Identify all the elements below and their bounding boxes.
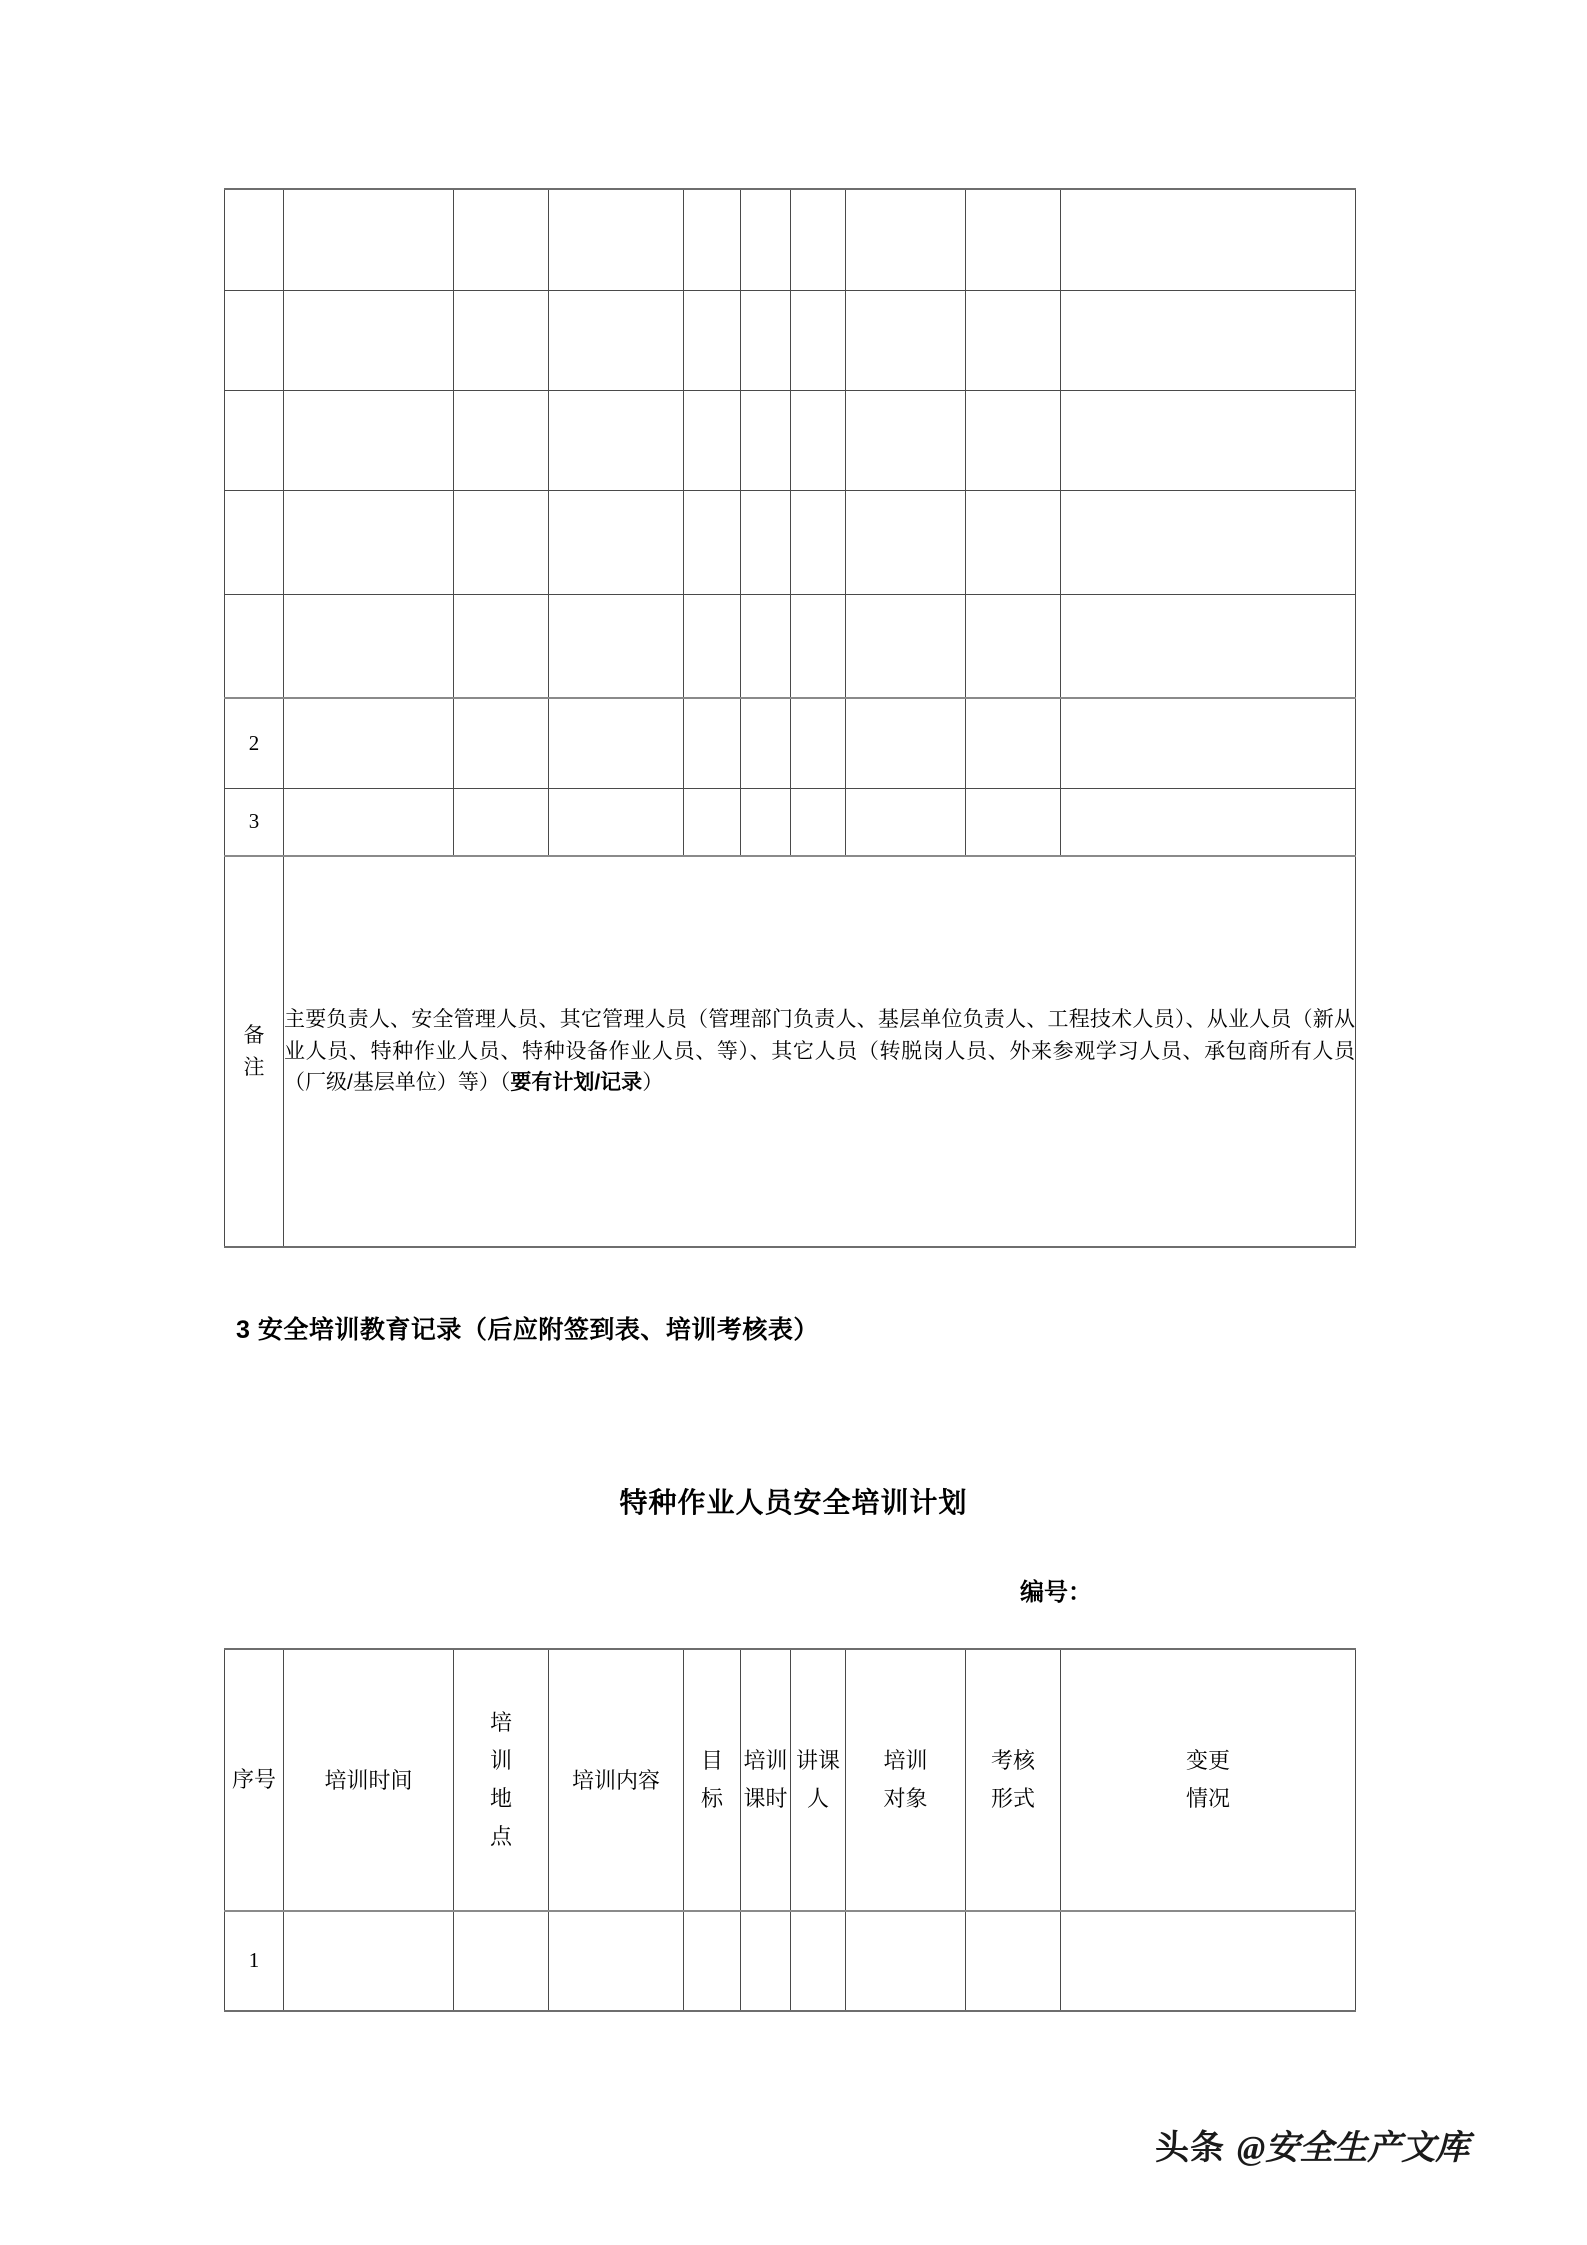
cell-target[interactable] (684, 1911, 741, 2011)
table-cell[interactable] (549, 788, 684, 856)
table-cell[interactable] (225, 290, 284, 390)
table-cell[interactable] (684, 698, 741, 788)
remark-label-char-2: 注 (243, 1055, 265, 1079)
column-header-5 (684, 1649, 741, 1911)
table-cell[interactable] (741, 490, 791, 594)
column-header-label: 培训 课时 (743, 1748, 788, 1811)
column-header-label: 序号 (231, 1767, 276, 1793)
table-row (225, 390, 1356, 490)
column-header-2 (284, 1649, 454, 1911)
table-cell[interactable] (1061, 594, 1356, 698)
table-cell[interactable] (284, 594, 454, 698)
table-cell[interactable] (454, 788, 549, 856)
column-header-label: 目 标 (700, 1748, 723, 1811)
table-cell[interactable] (846, 490, 966, 594)
remark-text-cell[interactable] (284, 856, 1356, 1247)
plan-title: 特种作业人员安全培训计划 (619, 1487, 968, 1518)
column-header-label: 培 训 地 点 (489, 1710, 512, 1849)
table-row (225, 594, 1356, 698)
cell-lecturer[interactable] (791, 1911, 846, 2011)
column-header-label: 培训内容 (571, 1767, 660, 1793)
table-cell[interactable] (284, 189, 454, 290)
table-cell[interactable] (741, 290, 791, 390)
cell-training_place[interactable] (454, 1911, 549, 2011)
table-cell[interactable] (284, 490, 454, 594)
table-cell[interactable] (454, 698, 549, 788)
table-cell[interactable] (791, 788, 846, 856)
remark-text-emphasis: 要有计划/记录 (510, 1071, 643, 1095)
column-header-label: 培训时间 (324, 1767, 413, 1793)
table-cell[interactable] (284, 788, 454, 856)
table-cell[interactable] (284, 390, 454, 490)
table-cell[interactable] (791, 189, 846, 290)
table-cell[interactable] (549, 594, 684, 698)
table-cell[interactable] (791, 390, 846, 490)
table-cell[interactable] (846, 698, 966, 788)
table-row (225, 490, 1356, 594)
table-cell[interactable] (846, 594, 966, 698)
table-cell[interactable] (741, 390, 791, 490)
table-cell[interactable] (684, 390, 741, 490)
table-cell[interactable] (225, 490, 284, 594)
column-header-7 (791, 1649, 846, 1911)
remark-label-char-1: 备 (243, 1024, 265, 1047)
remark-text-part-1: 主要负责人、安全管理人员、其它管理人员（管理部门负责人、基层单位负责人、工程技术人员）、从业人员（新从业人员、特种作业人员、特种设备作业人员、等）、其它人员（转脱岗人员、外来参观学习人员、承包商所有人员（厂级/基层单位）等）（ (284, 1008, 1355, 1095)
table-cell[interactable] (741, 189, 791, 290)
table-cell[interactable] (846, 390, 966, 490)
watermark (1155, 2120, 1469, 2169)
column-header-9 (966, 1649, 1061, 1911)
remark-text-part-2: ） (642, 1071, 664, 1095)
table-cell[interactable] (1061, 490, 1356, 594)
table-cell[interactable] (966, 390, 1061, 490)
cell-training_content[interactable] (549, 1911, 684, 2011)
table-cell[interactable] (454, 594, 549, 698)
table-cell[interactable] (966, 290, 1061, 390)
table-cell[interactable] (741, 594, 791, 698)
training-plan-continuation-table (224, 188, 1356, 1248)
table-cell[interactable] (454, 390, 549, 490)
table-cell[interactable] (684, 490, 741, 594)
column-header-label: 考核 形式 (990, 1748, 1035, 1811)
column-header-8 (846, 1649, 966, 1911)
row-index-cell[interactable]: 2 (225, 698, 284, 788)
column-header-label: 培训 对象 (883, 1748, 928, 1811)
column-header-10 (1061, 1649, 1356, 1911)
cell-training_time[interactable] (284, 1911, 454, 2011)
table-cell[interactable] (225, 594, 284, 698)
table-cell[interactable] (454, 290, 549, 390)
remark-row (225, 856, 1356, 1247)
table-cell[interactable] (791, 490, 846, 594)
table-cell[interactable] (549, 490, 684, 594)
table-cell[interactable] (966, 594, 1061, 698)
table-cell[interactable] (846, 788, 966, 856)
watermark-brand: 头条 (1155, 2129, 1225, 2167)
serial-number-label: 编号： (1020, 1579, 1092, 1606)
table-cell[interactable] (284, 290, 454, 390)
remark-label-cell (225, 856, 284, 1247)
table-cell[interactable] (741, 698, 791, 788)
table-cell[interactable] (284, 698, 454, 788)
table-cell[interactable] (1061, 698, 1356, 788)
table-cell[interactable] (454, 189, 549, 290)
table-cell[interactable] (225, 390, 284, 490)
table-cell[interactable] (966, 189, 1061, 290)
column-header-4 (549, 1649, 684, 1911)
column-header-label: 讲课 人 (795, 1748, 840, 1811)
table-cell[interactable] (549, 189, 684, 290)
table-cell[interactable] (966, 788, 1061, 856)
table-cell[interactable] (1061, 189, 1356, 290)
table-row (225, 290, 1356, 390)
table-cell[interactable] (791, 290, 846, 390)
column-header-6 (741, 1649, 791, 1911)
column-header-3 (454, 1649, 549, 1911)
table-cell[interactable] (1061, 788, 1356, 856)
table-cell[interactable] (791, 594, 846, 698)
table-cell[interactable] (846, 290, 966, 390)
cell-change_status[interactable] (1061, 1911, 1356, 2011)
table-row (225, 788, 1356, 856)
table-cell[interactable] (1061, 390, 1356, 490)
cell-trainees[interactable] (846, 1911, 966, 2011)
table-row (225, 1911, 1356, 2011)
table-cell[interactable] (1061, 290, 1356, 390)
column-header-1 (225, 1649, 284, 1911)
table-cell[interactable] (966, 698, 1061, 788)
table-cell[interactable] (549, 698, 684, 788)
table-cell[interactable] (741, 788, 791, 856)
table-cell[interactable] (791, 698, 846, 788)
table-header-row (225, 1649, 1356, 1911)
cell-assessment_form[interactable] (966, 1911, 1061, 2011)
table-cell[interactable] (966, 490, 1061, 594)
section-heading: 3 安全培训教育记录（后应附签到表、培训考核表） (236, 1316, 819, 1344)
row-index-cell[interactable]: 1 (225, 1911, 284, 2011)
table-cell[interactable] (225, 189, 284, 290)
table-cell[interactable] (846, 189, 966, 290)
table-row (225, 189, 1356, 290)
table-cell[interactable] (454, 490, 549, 594)
column-header-label: 变更 情况 (1185, 1748, 1230, 1811)
table-cell[interactable] (549, 290, 684, 390)
table-cell[interactable] (684, 189, 741, 290)
table-row (225, 698, 1356, 788)
table-cell[interactable] (684, 290, 741, 390)
table-cell[interactable] (684, 594, 741, 698)
special-operation-training-plan-table (224, 1648, 1356, 2012)
row-index-cell[interactable]: 3 (225, 788, 284, 856)
watermark-handle: @安全生产文库 (1237, 2130, 1470, 2167)
table-cell[interactable] (549, 390, 684, 490)
table-cell[interactable] (684, 788, 741, 856)
cell-training_hours[interactable] (741, 1911, 791, 2011)
